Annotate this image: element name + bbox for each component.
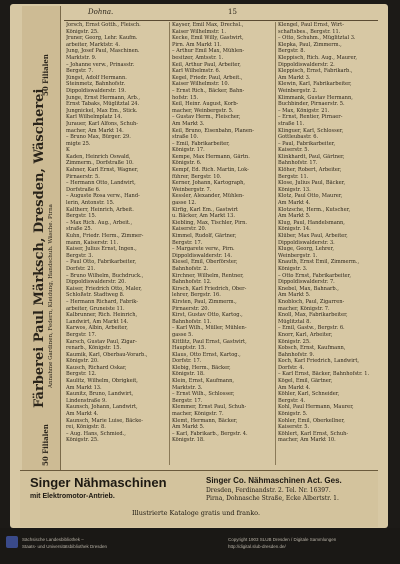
- directory-entry-line: Kaiser, Friedrich Otto, Maler,: [66, 285, 142, 292]
- column-divider: [275, 22, 276, 465]
- directory-entry-line: Kerner, Johann, Kartograph,: [172, 180, 246, 187]
- ad-branch: Pirna, Dohnasche Straße, Ecke Albertstr. 1.: [206, 495, 339, 502]
- directory-entry-line: Jruner, Georg, Lehr. Kaufm.: [66, 35, 138, 42]
- directory-entry-line: Knorr, Karl, Arbeiter,: [278, 331, 333, 338]
- directory-entry-line: renarb., Königstr. 15.: [66, 345, 122, 352]
- directory-entry-line: macher, Königstr. 7.: [278, 305, 330, 312]
- directory-entry-line: Kiesel, Emil, Oberförster,: [172, 259, 238, 266]
- directory-entry-line: Marktstr. 3.: [172, 384, 203, 391]
- directory-entry-line: straße 11.: [278, 120, 305, 127]
- directory-entry-line: – Bruno Max, Bürger. 29.: [66, 134, 131, 141]
- directory-entry-line: Kessler, Alexander, Mühlen-: [172, 193, 244, 200]
- directory-entry-line: Klewin, Karl, Fabrikarbeiter,: [278, 81, 352, 88]
- directory-entry-line: Klinkhardt, Paul, Gärtner,: [278, 153, 345, 160]
- directory-entry-line: Bergstr. 11.: [278, 173, 309, 180]
- directory-entry-line: Dorfstraße 6.: [66, 186, 101, 193]
- left-margin-bottom-label: 50 Filialen: [41, 424, 50, 466]
- directory-entry-line: Kiebling, Max, Tischler, Pirn.: [172, 219, 248, 226]
- directory-entry-line: Bahnhofstr. 2.: [172, 265, 209, 272]
- directory-entry-line: Kempe, Max Hermann, Gärtn.: [172, 153, 250, 160]
- directory-entry-line: Kohler, Emil, Oberkellner,: [278, 417, 345, 424]
- directory-entry-line: Karl Wilhelmplatz 14.: [66, 114, 123, 121]
- directory-entry-line: Karsch, Gustav Paul, Zigar-: [66, 338, 137, 345]
- header-rule: [64, 20, 378, 21]
- directory-entry-line: Kaden, Heinrich Oswald,: [66, 153, 131, 160]
- directory-entry-line: – Johanne verw., Prinasstr.: [66, 61, 135, 68]
- directory-entry-line: Kirchner, Wilhelm, Rentner,: [172, 272, 244, 279]
- directory-entry-line: Am Markt 3.: [172, 120, 205, 127]
- directory-entry-line: Lindenstraße 9.: [66, 397, 107, 404]
- footer-link[interactable]: http://digital.slub-dresden.de/: [228, 544, 286, 549]
- directory-entry-line: Dippoldiswalderstr. 3.: [278, 239, 335, 246]
- directory-entry-line: – Ernst Rich., Bäcker, Bahn-: [172, 87, 245, 94]
- directory-entry-line: Jorsch, Ernst Gotth., Fleisch.: [66, 22, 141, 28]
- directory-entry-line: Kaiserstr. 20.: [172, 226, 207, 233]
- directory-entry-line: Schloßstr. Stadtweg 8.: [66, 292, 125, 299]
- directory-entry-line: Klotz, Paul Otto, Maurer,: [278, 193, 343, 200]
- directory-entry-line: – Ernst, Rentier, Pirnaer-: [278, 114, 343, 121]
- singer-advertisement: [20, 470, 378, 527]
- directory-entry-line: Knebel, Max, Bahnarb.,: [278, 285, 339, 292]
- left-margin-top-label: 50 Filialen: [41, 54, 50, 96]
- directory-entry-line: lehrer, Bergstr. 16.: [172, 292, 221, 299]
- directory-entry-line: straße 10.: [172, 134, 199, 141]
- directory-entry-line: Pirnaerstr. 5.: [66, 173, 100, 180]
- directory-entry-line: – Karl, Fabrikarb., Bergstr. 4.: [172, 430, 248, 437]
- directory-entry-line: Am Markt 4.: [278, 384, 311, 391]
- directory-entry-line: Kohl, Paul Hermann, Maurer,: [278, 404, 354, 411]
- directory-entry-line: Dorfstr. 21.: [66, 265, 96, 272]
- page-header: [64, 8, 378, 20]
- directory-entry-line: Klose, Julius Paul, Bäcker,: [278, 180, 346, 187]
- directory-entry-line: Am Markt 5.: [172, 424, 205, 431]
- ad-address: Dresden, Ferdinandstr. 2. Tel. Nr. 16397.: [206, 487, 331, 494]
- directory-entry-line: Dippoldiswalderstr. 20.: [66, 279, 127, 286]
- directory-entry-line: Kleppisch, Ernst, Fabrikarb.,: [278, 68, 353, 75]
- directory-entry-line: – Otto Ernst, Fabrikarbeiter,: [278, 272, 352, 279]
- directory-entry-line: – Ernst Wilh., Schlosser,: [172, 391, 235, 398]
- directory-entry-line: Kaunsch, Johann, Landwirt,: [66, 404, 138, 411]
- directory-entry-line: Kahner, Karl Ernst, Wagner,: [66, 167, 139, 174]
- directory-entry-line: hofstr. 15.: [172, 94, 199, 101]
- directory-entry-line: Kaiser Wilhelmstr. 1.: [172, 28, 226, 35]
- directory-entry-line: Königstr. 17.: [172, 147, 205, 154]
- column-divider: [169, 22, 170, 465]
- directory-entry-line: rei, Königstr. 8.: [66, 424, 106, 431]
- directory-entry-line: Landwirt, Am Markt 14.: [66, 318, 129, 325]
- directory-entry-line: lerin, Antonstr. 15.: [66, 200, 115, 207]
- directory-entry-line: Königstr. 3.: [278, 265, 308, 272]
- directory-entry-line: Kittlitz, Paul Ernst, Gastwirt,: [172, 338, 247, 345]
- directory-entry-line: Weinbergstr. 1.: [278, 252, 318, 259]
- directory-entry-line: Klüber, Max Paul, Arbeiter,: [278, 233, 348, 239]
- directory-entry-line: Knoll, Max, Fabrikarbeiter,: [278, 312, 348, 319]
- directory-entry-line: Bahnhofstr. 9.: [278, 351, 315, 358]
- directory-entry-line: Königstr. 14.: [278, 226, 311, 233]
- directory-entry-line: – Auguste Rosa verw., Hand-: [66, 193, 140, 200]
- directory-entry-line: Weinbergstr. 7.: [172, 186, 212, 193]
- directory-entry-line: Am Markt 4.: [66, 411, 99, 418]
- directory-entry-line: straße 25.: [66, 226, 93, 233]
- directory-entry-line: Knauth, Ernst Emil, Zimmerm.,: [278, 259, 360, 266]
- directory-entry-line: Kaiser, Julius Ernst, Ingen.,: [66, 246, 137, 253]
- directory-entry-line: Kaulitz, Wilhelm, Obrigkeit,: [66, 378, 138, 385]
- directory-entry-line: Kaunsch, Marie Luise, Bäcke-: [66, 417, 143, 424]
- directory-entry-line: – Aug. Hans, Schmied.,: [66, 430, 126, 437]
- directory-entry-line: Pirnaerstr. 20.: [172, 305, 210, 312]
- directory-entry-line: Kausch, Richard Oskar,: [66, 364, 127, 371]
- directory-entry-line: – Hermann Otto, Landwirt,: [66, 180, 136, 187]
- directory-entry-line: – Gustav Herm., Fleischer,: [172, 114, 241, 121]
- directory-entry-line: Bergstr. 17.: [66, 331, 97, 338]
- directory-entry-line: Dorfstr. 17.: [172, 358, 202, 365]
- directory-entry-line: Gottleubastr. 6.: [278, 134, 319, 141]
- directory-entry-line: Kaunitz, Bruno, Landwirt,: [66, 391, 134, 398]
- directory-entry-line: Bergstr. 17.: [172, 397, 203, 404]
- directory-entry-line: Bahnhofstr. 17.: [278, 160, 318, 167]
- directory-entry-line: Kluge, Georg, Lehrer,: [278, 246, 334, 253]
- directory-entry-line: Kayser, Emil Max, Drechsl.,: [172, 22, 244, 28]
- directory-entry-line: Klaus, Otto Ernst, Kartog.,: [172, 351, 241, 358]
- directory-entry-line: Pirn. Am Markt 11.: [172, 41, 222, 48]
- viewer-footer: [0, 528, 400, 564]
- ad-catalog-note: Illustrierte Kataloge gratis und franko.: [132, 509, 261, 517]
- directory-entry-line: Bergstr. 4.: [278, 397, 306, 404]
- directory-entry-line: Dippoldiswalderstr. 19.: [66, 87, 127, 94]
- directory-entry-line: Kirsch, Karl Friedrich, Ober-: [172, 285, 247, 292]
- directory-entry-line: Kecke, Emil Willy, Gastwirt,: [172, 35, 244, 42]
- directory-entry-line: Kögel, Emil, Gärtner,: [278, 378, 333, 385]
- directory-entry-line: – Paul, Fabrikarbeiter,: [278, 140, 336, 147]
- library-logo-icon: [6, 536, 18, 548]
- directory-column-1: [66, 22, 166, 465]
- directory-entry-line: – Paul Otto, Fabrikarbeiter,: [66, 259, 137, 266]
- directory-entry-line: Keil, Heinr. August, Korb-: [172, 101, 239, 108]
- directory-entry-line: Am Markt 5.: [278, 292, 311, 299]
- ad-subline: mit Elektromotor-Antrieb.: [30, 493, 115, 500]
- directory-entry-line: Kempf, Ed. Rich. Martin, Lok-: [172, 167, 249, 174]
- directory-entry-line: Dippoldiswalderstr. 7.: [278, 279, 335, 286]
- directory-entry-line: Klein, Ernst, Kaufmann,: [172, 378, 234, 385]
- directory-entry-line: Kleppisch, Rich. Aug., Maurer,: [278, 54, 357, 61]
- directory-entry-line: Zimmerm., Dorfstraße 10.: [66, 160, 134, 167]
- directory-entry-line: Kuhn, Friedr. Herm., Zimmer-: [66, 233, 144, 239]
- directory-entry-line: Kaiser Wilhelmstr. 10.: [172, 81, 230, 88]
- directory-entry-line: Hauptstr. 15.: [172, 345, 206, 352]
- directory-entry-line: Dorfstr. 4.: [278, 364, 305, 371]
- directory-entry-line: Königstr. 6.: [172, 160, 202, 167]
- directory-entry-line: – Karl Ernst, Bäcker, Bahnhofstr. 1.: [278, 371, 370, 378]
- directory-entry-line: Kaiserstr. 5.: [278, 147, 310, 154]
- directory-entry-line: Am Markt 13.: [66, 384, 102, 391]
- footer-library-line2: Staats- und Universitätsbibliothek Dresden: [22, 544, 108, 549]
- directory-entry-line: Dippoldiswalderstr. 14.: [172, 252, 233, 259]
- directory-entry-line: Königstr. 25.: [66, 437, 99, 444]
- directory-entry-line: Bergstr. 3.: [66, 252, 94, 259]
- directory-entry-line: Müglitztal 8.: [278, 318, 311, 325]
- directory-entry-line: Königstr. 13.: [278, 186, 311, 193]
- directory-entry-line: Klimmank, Gustav Hermann,: [278, 94, 353, 101]
- directory-entry-line: Kobsch, Ernst, Kaufmann,: [278, 345, 346, 352]
- ad-company: Singer Co. Nähmaschinen Act. Ges.: [206, 476, 342, 485]
- directory-entry-line: Jung, Josef Paul, Maschinen.: [66, 48, 140, 55]
- directory-entry-line: Königstr. 25.: [278, 338, 311, 345]
- directory-entry-line: schaftsbes., Bergstr. 11.: [278, 28, 341, 35]
- directory-entry-line: K: [66, 147, 70, 154]
- directory-column-2: [172, 22, 272, 465]
- directory-entry-line: besitzer, Amtsstr. 1.: [172, 54, 224, 61]
- directory-entry-line: arbeiter, Marktstr. 4.: [66, 41, 121, 48]
- directory-entry-line: – Emil, Fabrikarbeiter,: [172, 140, 230, 147]
- directory-entry-line: – Emil, Gastw., Bergstr. 6.: [278, 325, 345, 332]
- directory-entry-line: – Max, Königstr. 21.: [278, 107, 330, 114]
- directory-entry-line: Am Markt 3.: [278, 74, 311, 81]
- directory-entry-line: Klemt, Hermann, Bäcker,: [172, 417, 238, 424]
- directory-entry-line: Am Markt 4.: [278, 200, 311, 207]
- left-margin-main-text: Färberei Paul Märksch, Dresden, Wäscherei: [32, 88, 47, 408]
- directory-entry-line: Kirsten, Paul, Zimmerm.,: [172, 298, 237, 305]
- directory-entry-line: Klemmer, Ernst Paul, Schuh-: [172, 404, 247, 411]
- directory-entry-line: Köhler, Karl, Schneider,: [278, 391, 340, 398]
- directory-entry-line: u. Bäcker, Am Markt 13.: [172, 213, 236, 220]
- directory-entry-line: – Arthur Emil Max, Mühlen-: [172, 48, 245, 55]
- directory-entry-line: Klug, Paul, Handelsmann,: [278, 219, 345, 226]
- directory-entry-line: Königstr. 5.: [278, 411, 308, 418]
- directory-entry-line: gasse 5.: [172, 331, 194, 338]
- directory-entry-line: Koch, Karl Friedrich, Landwirt,: [278, 358, 359, 365]
- directory-entry-line: Bergstr. 17.: [172, 239, 203, 246]
- header-page-number: 15: [228, 8, 237, 16]
- directory-entry-line: Klotzsche, Herm., Kutscher,: [278, 206, 351, 213]
- directory-entry-line: Königstr. 18.: [172, 437, 205, 444]
- directory-entry-line: Kimmel, Rudolf, Gärtner,: [172, 233, 237, 239]
- directory-entry-line: – Otto, Schuhm., Müglitztal 3.: [278, 35, 356, 42]
- directory-entry-line: Karwos, Albin, Arbeiter,: [66, 325, 128, 332]
- footer-copyright: Copyright 1903 SLUB Dresden / Digitale Sammlungen: [228, 537, 337, 542]
- directory-column-3: [278, 22, 378, 465]
- directory-entry-line: – Bruno Wilhelm, Buchdruck.,: [66, 272, 144, 279]
- header-place: Dohna.: [88, 8, 114, 16]
- directory-entry-line: Bahnhofstr. 11.: [172, 318, 212, 325]
- ad-brand: Singer Nähmaschinen: [30, 475, 167, 490]
- directory-entry-line: Klengel, Paul Ernst, Wirt-: [278, 22, 344, 28]
- directory-entry-line: macher, Weinbergstr. 5.: [172, 107, 234, 114]
- directory-entry-line: Jungnickel, Max Em., Stick.: [66, 107, 138, 114]
- directory-entry-line: – Margarete verw., Pirn.: [172, 246, 235, 253]
- directory-entry-line: Weinbergstr. 2.: [278, 87, 318, 94]
- directory-entry-line: Jurauer, Karl Alfons, Schuh-: [66, 120, 139, 127]
- directory-entry-line: Klepka, Paul, Zimmerm.,: [278, 41, 342, 48]
- directory-entry-line: gasse 12.: [172, 200, 197, 207]
- directory-entry-line: Kirfig, Karl Em., Gastwirt: [172, 206, 238, 213]
- directory-entry-line: Am Markt 5.: [278, 213, 311, 220]
- directory-entry-line: Bahnhofstr. 12.: [172, 279, 212, 286]
- directory-entry-line: Marktstr. 9.: [66, 54, 97, 61]
- directory-entry-line: Karl Wilhelmstr. 6.: [172, 68, 221, 75]
- directory-entry-line: Köhlert, Karl Ernst, Schuh-: [278, 430, 349, 437]
- directory-entry-line: Knobloch, Paul, Zigarren-: [278, 298, 345, 305]
- directory-entry-line: führer, Bergstr. 10.: [172, 173, 222, 180]
- directory-entry-line: Bergstr. 15.: [66, 213, 97, 220]
- directory-entry-line: macher, Am Markt 10.: [278, 437, 336, 444]
- directory-entry-line: – Karl Wilh., Müller, Mühlen-: [172, 325, 247, 332]
- directory-entry-line: Königstr. 20.: [66, 358, 99, 365]
- directory-entry-line: Klebig, Herm., Bäcker,: [172, 364, 231, 371]
- directory-entry-line: Kaiserstr. 5.: [278, 424, 310, 431]
- directory-entry-line: macher, Königstr. 7.: [172, 411, 224, 418]
- footer-library-line1: Sächsische Landesbibliothek –: [22, 537, 84, 542]
- directory-entry-line: Bergstr. 12.: [66, 371, 97, 378]
- left-margin-sub-text: Annahme Gardinen, Federn, Kleidung, Handschuh. Wäsche. Pirna: [48, 204, 54, 388]
- directory-entry-line: Bergstr. 8.: [278, 48, 306, 55]
- directory-entry-line: Keil, Bruno, Eisenbahn, Planen-: [172, 127, 254, 134]
- directory-entry-line: Klinguer, Karl, Schlosser,: [278, 127, 344, 134]
- directory-entry-line: Jüngst, Adolf Hermann.: [66, 74, 127, 81]
- directory-entry-line: Steinmetz, Bahnhofstr.: [66, 81, 126, 88]
- directory-entry-line: arbeiter, Gruneiste 11.: [66, 305, 125, 312]
- directory-entry-line: Kaltherr, Heinrich, Arbeit.: [66, 206, 134, 213]
- directory-entry-line: Buchbinder, Pirnaerstr. 5.: [278, 101, 345, 108]
- directory-entry-line: Junge, Ernst Hermann, Arb.,: [66, 94, 141, 101]
- directory-entry-line: Ernst Tabaks, Müglitztal 24.: [66, 101, 140, 108]
- directory-entry-line: – Hermann Richard, Fabrik-: [66, 298, 138, 305]
- directory-entry-line: – Max Rich. Aug., Arbeit.,: [66, 219, 133, 226]
- directory-entry-line: Bergstr. 7.: [66, 68, 94, 75]
- directory-entry-line: Königstr. 18.: [172, 371, 205, 378]
- directory-entry-line: Kirst, Gustav Otto, Kartog.,: [172, 312, 243, 319]
- directory-entry-line: Kaumik, Karl, Oberbau-Vorarb.,: [66, 351, 148, 358]
- directory-entry-line: migte 25.: [66, 140, 91, 147]
- directory-entry-line: mann, Kaiserstr. 11.: [66, 239, 119, 246]
- directory-entry-line: Klöher, Robert, Arbeiter,: [278, 167, 342, 174]
- directory-entry-line: Königstr. 25.: [66, 28, 99, 35]
- directory-entry-line: Kalbrunner, Rich. Heinrich,: [66, 312, 138, 319]
- directory-entry-line: Kegel, Friedr. Paul, Arbeit.,: [172, 74, 243, 81]
- directory-entry-line: macher, Am Markt 14.: [66, 127, 124, 134]
- directory-entry-line: Keil, Arthur Paul, Arbeiter,: [172, 61, 241, 68]
- directory-entry-line: Dippoldiswalderstr. 2.: [278, 61, 335, 68]
